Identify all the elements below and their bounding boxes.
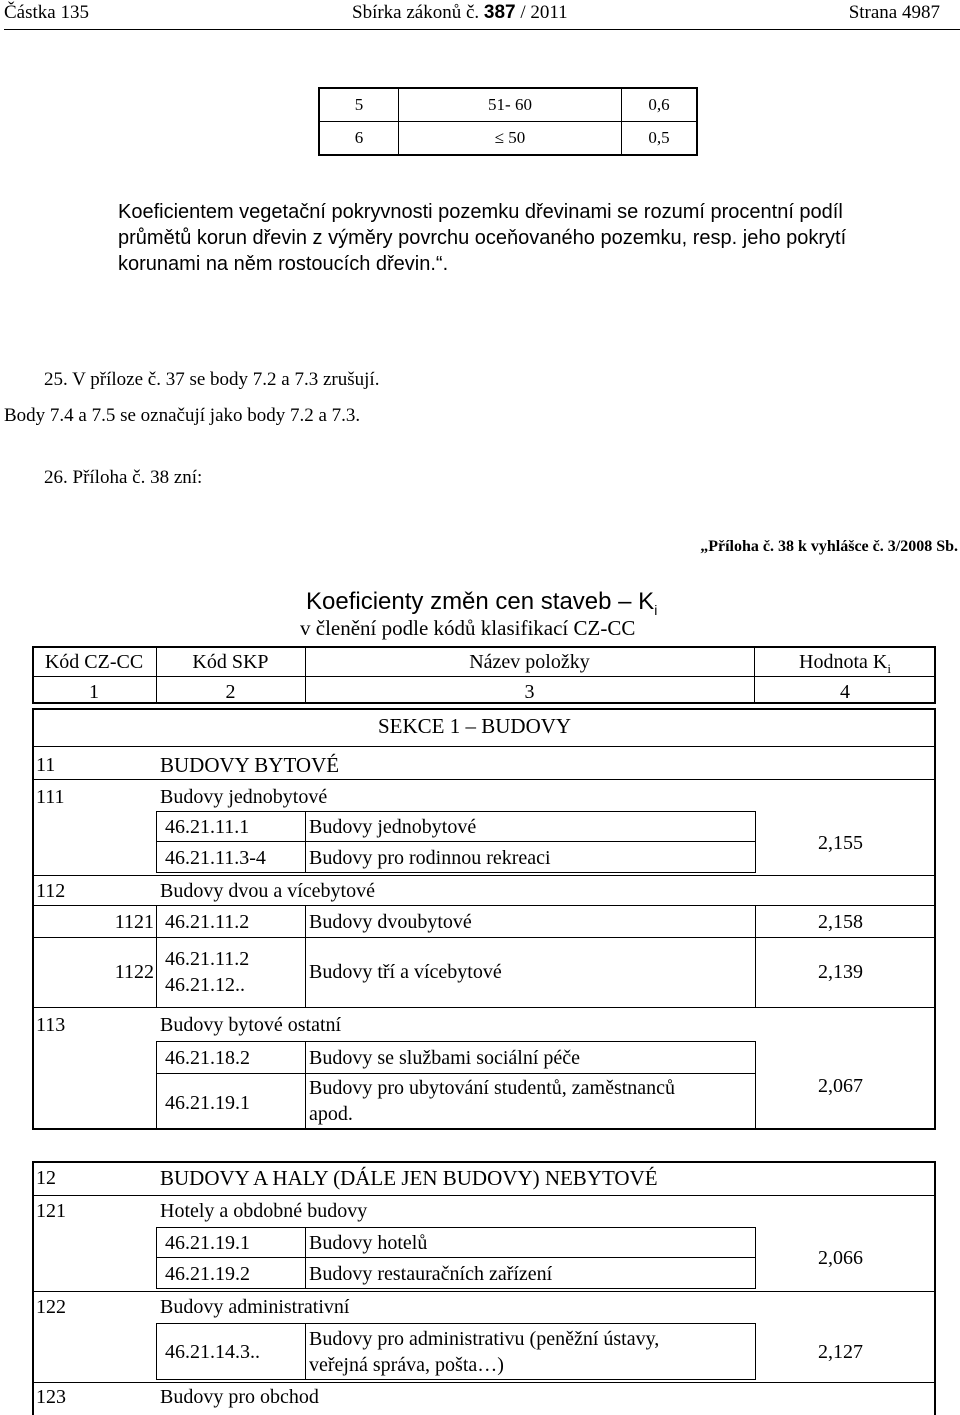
item-name: Budovy jednobytové: [309, 816, 477, 838]
header-collection: [352, 2, 568, 24]
section-heading: SEKCE 1 – BUDOVY: [378, 714, 572, 738]
col-divider: [755, 1323, 756, 1379]
column-header-skp: Kód SKP: [192, 651, 269, 673]
main-title-text: Koeficienty změn cen staveb – K: [306, 588, 655, 615]
table-row: [319, 122, 697, 156]
item-name: Budovy pro rodinnou rekreaci: [309, 847, 551, 869]
row-name: Budovy dvou a vícebytové: [160, 880, 375, 902]
row-divider: [32, 1291, 936, 1292]
item-name: Budovy hotelů: [309, 1232, 428, 1254]
skp-code: 46.21.11.1: [165, 816, 250, 838]
value-ki: 2,158: [818, 911, 863, 933]
item-name: Budovy dvoubytové: [309, 911, 472, 933]
code-cz-cc: 112: [36, 880, 66, 902]
table-cell: 5: [319, 88, 399, 122]
paragraph-line: korunami na něm rostoucích dřevin.“.: [118, 253, 449, 275]
row-divider: [156, 1379, 756, 1380]
table-cell: ≤ 50: [399, 122, 622, 156]
row-divider: [156, 841, 756, 842]
amendment-item-25: 25. V příloze č. 37 se body 7.2 a 7.3 zrušují.: [44, 369, 380, 390]
row-name: Budovy jednobytové: [160, 786, 328, 808]
coefficient-table-continuation: [318, 87, 698, 156]
row-divider: [156, 811, 756, 812]
col-divider: [156, 905, 157, 1007]
row-name: BUDOVY A HALY (DÁLE JEN BUDOVY) NEBYTOVÉ: [160, 1166, 658, 1190]
skp-code: 46.21.18.2: [165, 1047, 250, 1069]
column-header-cz-cc: Kód CZ-CC: [44, 651, 144, 673]
skp-code: 46.21.11.2: [165, 948, 250, 970]
column-header-value: [754, 650, 936, 681]
code-cz-cc: 123: [36, 1386, 66, 1408]
code-cz-cc: 1122: [114, 961, 154, 983]
code-cz-cc: 111: [36, 786, 65, 808]
paragraph-line: Koeficientem vegetační pokryvnosti pozemku dřevinami se rozumí procentní podíl: [118, 201, 843, 223]
row-divider: [156, 1288, 756, 1289]
col-divider: [156, 1227, 157, 1288]
main-title-subscript: i: [654, 601, 658, 618]
col-divider: [755, 905, 756, 1007]
col-divider: [305, 1041, 306, 1130]
skp-code: 46.21.19.1: [165, 1232, 250, 1254]
item-name: Budovy pro administrativu (peněžní ústavy,: [309, 1328, 660, 1350]
row-divider: [32, 1007, 936, 1008]
item-name: Budovy tří a vícebytové: [309, 961, 502, 983]
amendment-item-26: 26. Příloha č. 38 zní:: [44, 467, 203, 488]
amendment-note: Body 7.4 a 7.5 se označují jako body 7.2 a 7.3.: [4, 405, 361, 426]
row-divider: [156, 1323, 756, 1324]
row-name: BUDOVY BYTOVÉ: [160, 753, 340, 777]
row-divider: [32, 1382, 936, 1383]
column-header-name: Název položky: [469, 651, 590, 673]
skp-code: 46.21.11.3-4: [165, 847, 266, 869]
value-ki: 2,067: [818, 1075, 863, 1097]
row-divider: [32, 746, 936, 747]
skp-code: 46.21.11.2: [165, 911, 250, 933]
table-cell: 0,5: [622, 122, 698, 156]
column-header-value-sub: i: [887, 661, 891, 676]
skp-code: 46.21.19.2: [165, 1263, 250, 1285]
row-divider: [156, 872, 756, 873]
col-divider: [156, 1323, 157, 1379]
skp-code: 46.21.14.3..: [165, 1341, 260, 1363]
col-divider: [755, 811, 756, 872]
code-cz-cc: 121: [36, 1200, 66, 1222]
header-divider: [4, 29, 960, 30]
item-name: Budovy se službami sociální péče: [309, 1047, 581, 1069]
value-ki: 2,066: [818, 1247, 863, 1269]
col-divider: [305, 1227, 306, 1288]
col-divider: [156, 1041, 157, 1130]
header-collection-prefix: Sbírka zákonů č.: [352, 2, 484, 23]
row-divider: [32, 875, 936, 876]
value-ki: 2,139: [818, 961, 863, 983]
column-header-value-text: Hodnota K: [799, 651, 888, 673]
table-cell: 6: [319, 122, 399, 156]
skp-code: 46.21.12..: [165, 974, 245, 996]
row-name: Budovy bytové ostatní: [160, 1014, 342, 1036]
row-divider: [156, 1227, 756, 1228]
row-name: Budovy administrativní: [160, 1296, 350, 1318]
column-number: 1: [89, 681, 99, 703]
annex-reference: „Příloha č. 38 k vyhlášce č. 3/2008 Sb.: [700, 538, 958, 555]
column-number: 3: [524, 681, 535, 703]
value-ki: 2,155: [818, 832, 863, 854]
item-name: Budovy pro ubytování studentů, zaměstnanců: [309, 1077, 676, 1099]
header-page-label: Strana 4987: [848, 2, 940, 23]
row-name: Budovy pro obchod: [160, 1386, 319, 1408]
value-ki: 2,127: [818, 1341, 863, 1363]
col-divider: [305, 905, 306, 1007]
row-divider: [156, 1041, 756, 1042]
subtitle: v členění podle kódů klasifikací CZ-CC: [300, 616, 636, 640]
row-divider: [156, 1073, 756, 1074]
col-divider: [755, 1041, 756, 1130]
row-divider: [32, 905, 936, 906]
col-divider: [305, 811, 306, 872]
col-divider: [755, 1227, 756, 1288]
code-cz-cc: 113: [36, 1014, 66, 1036]
row-divider: [32, 1195, 936, 1196]
item-name: Budovy restauračních zařízení: [309, 1263, 553, 1285]
header-collection-number: 387: [483, 2, 516, 23]
item-name-cont: veřejná správa, pošta…): [309, 1354, 504, 1376]
row-name: Hotely a obdobné budovy: [160, 1200, 368, 1222]
table-cell: 51- 60: [399, 88, 622, 122]
col-divider: [156, 811, 157, 872]
column-number: 2: [225, 681, 236, 703]
skp-code: 46.21.19.1: [165, 1092, 250, 1114]
paragraph-line: průmětů korun dřevin z výměry povrchu oceňovaného pozemku, resp. jeho pokrytí: [118, 227, 847, 249]
row-divider: [32, 937, 936, 938]
row-divider: [32, 779, 936, 780]
header-part-label: Částka 135: [4, 2, 89, 23]
code-cz-cc: 11: [36, 754, 56, 776]
header-collection-suffix: / 2011: [515, 2, 568, 23]
table-cell: 0,6: [622, 88, 698, 122]
col-divider: [305, 1323, 306, 1379]
code-cz-cc: 122: [36, 1296, 66, 1318]
main-title: [306, 588, 657, 618]
code-cz-cc: 12: [36, 1167, 56, 1189]
row-divider: [156, 1257, 756, 1258]
column-number: 4: [840, 681, 850, 703]
code-cz-cc: 1121: [114, 911, 154, 933]
item-name-cont: apod.: [309, 1103, 353, 1125]
table-row: [319, 88, 697, 122]
